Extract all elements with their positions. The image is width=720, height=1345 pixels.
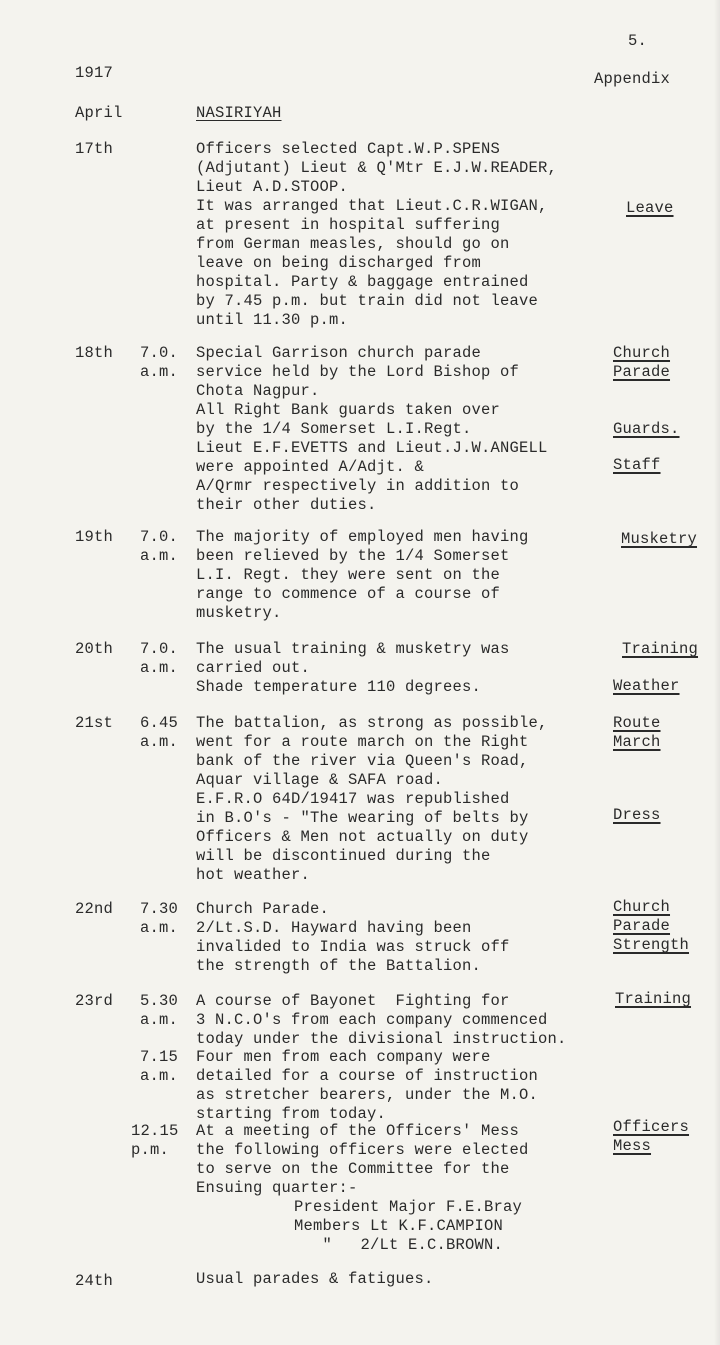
text-line: by the 1/4 Somerset L.I.Regt. [196, 420, 472, 438]
margin-note: March [613, 733, 661, 751]
entry-time: a.m. [140, 1067, 179, 1085]
appendix-header: Appendix [594, 70, 671, 88]
margin-note: Training [622, 640, 699, 658]
entry-date: 21st [75, 714, 114, 732]
text-line: E.F.R.O 64D/19417 was republished [196, 790, 510, 808]
text-line: invalided to India was struck off [196, 938, 510, 956]
text-line: leave on being discharged from [196, 254, 482, 272]
text-line: hospital. Party & baggage entrained [196, 273, 529, 291]
text-line: Four men from each company were [196, 1048, 491, 1066]
entry-time: a.m. [140, 363, 179, 381]
entry-text [196, 900, 510, 976]
text-line: musketry. [196, 604, 282, 622]
text-line: Special Garrison church parade [196, 344, 482, 362]
text-line: L.I. Regt. they were sent on the [196, 566, 501, 584]
text-line: The majority of employed men having [196, 528, 529, 546]
committee-line: " 2/Lt E.C.BROWN. [294, 1236, 504, 1254]
text-line: today under the divisional instruction. [196, 1030, 567, 1048]
text-line: detailed for a course of instruction [196, 1067, 539, 1085]
entry-time: a.m. [140, 547, 179, 565]
entry-date: 20th [75, 640, 114, 658]
margin-note: Officers [613, 1118, 690, 1136]
text-line: Ensuing quarter:- [196, 1179, 358, 1197]
text-line: Lieut E.F.EVETTS and Lieut.J.W.ANGELL [196, 439, 548, 457]
text-line: in B.O's - "The wearing of belts by [196, 809, 529, 827]
entry-time: 7.15 [140, 1048, 179, 1066]
scan-edge-shadow [714, 0, 720, 1345]
entry-date: 19th [75, 528, 114, 546]
text-line: been relieved by the 1/4 Somerset [196, 547, 510, 565]
text-line: hot weather. [196, 866, 311, 884]
text-line: A/Qrmr respectively in addition to [196, 477, 520, 495]
text-line: All Right Bank guards taken over [196, 401, 501, 419]
text-line: the following officers were elected [196, 1141, 529, 1159]
text-line: Chota Nagpur. [196, 382, 320, 400]
margin-note: Mess [613, 1137, 652, 1155]
entry-text [196, 714, 548, 885]
entry-date: 18th [75, 344, 114, 362]
text-line: carried out. [196, 659, 311, 677]
text-line: starting from today. [196, 1105, 387, 1123]
text-line: from German measles, should go on [196, 235, 510, 253]
text-line: at present in hospital suffering [196, 216, 501, 234]
entry-time: 12.15 [131, 1122, 179, 1140]
entry-text [196, 1048, 538, 1124]
month: April [75, 104, 123, 122]
text-line: by 7.45 p.m. but train did not leave [196, 292, 539, 310]
margin-note: Church [613, 344, 671, 362]
margin-note: Guards. [613, 420, 680, 438]
margin-note: Staff [613, 456, 661, 474]
entry-text [196, 992, 567, 1049]
margin-note: Leave [626, 199, 674, 217]
entry-date: 22nd [75, 900, 114, 918]
text-line: until 11.30 p.m. [196, 311, 349, 329]
text-line: will be discontinued during the [196, 847, 491, 865]
text-line: The usual training & musketry was [196, 640, 510, 658]
committee-line: President Major F.E.Bray [294, 1198, 523, 1216]
entry-time: a.m. [140, 733, 179, 751]
text-line: 2/Lt.S.D. Hayward having been [196, 919, 472, 937]
text-line: to serve on the Committee for the [196, 1160, 510, 1178]
text-line: The battalion, as strong as possible, [196, 714, 548, 732]
margin-note: Training [615, 990, 692, 1008]
entry-time: 6.45 [140, 714, 179, 732]
text-line: range to commence of a course of [196, 585, 501, 603]
text-line: Officers selected Capt.W.P.SPENS [196, 140, 501, 158]
margin-note: Route [613, 714, 661, 732]
text-line: Officers & Men not actually on duty [196, 828, 529, 846]
entry-text [196, 140, 557, 330]
entry-text [196, 344, 548, 515]
entry-date: 24th [75, 1272, 114, 1290]
entry-time: 7.0. [140, 640, 179, 658]
text-line: Shade temperature 110 degrees. [196, 678, 482, 696]
entry-time: 7.0. [140, 528, 179, 546]
margin-note: Weather [613, 677, 680, 695]
entry-text [196, 528, 529, 623]
page-number: 5. [628, 32, 648, 50]
entry-time: 5.30 [140, 992, 179, 1010]
margin-note: Musketry [621, 530, 698, 548]
text-line: service held by the Lord Bishop of [196, 363, 520, 381]
text-line: their other duties. [196, 496, 377, 514]
text-line: At a meeting of the Officers' Mess [196, 1122, 520, 1140]
text-line: 3 N.C.O's from each company commenced [196, 1011, 548, 1029]
entry-text [196, 640, 510, 697]
margin-note: Dress [613, 806, 661, 824]
margin-note: Strength [613, 936, 690, 954]
location-heading: NASIRIYAH [196, 104, 282, 122]
text-line: were appointed A/Adjt. & [196, 458, 425, 476]
text-line: bank of the river via Queen's Road, [196, 752, 529, 770]
text-line: Church Parade. [196, 900, 330, 918]
text-line: A course of Bayonet Fighting for [196, 992, 510, 1010]
entry-time: 7.0. [140, 344, 179, 362]
entry-date: 17th [75, 140, 114, 158]
entry-text [196, 1122, 529, 1198]
entry-text: Usual parades & fatigues. [196, 1270, 434, 1288]
text-line: (Adjutant) Lieut & Q'Mtr E.J.W.READER, [196, 159, 558, 177]
entry-time: a.m. [140, 659, 179, 677]
text-line: went for a route march on the Right [196, 733, 529, 751]
margin-note: Parade [613, 363, 671, 381]
entry-date: 23rd [75, 992, 114, 1010]
margin-note: Parade [613, 917, 671, 935]
text-line: Lieut A.D.STOOP. [196, 178, 349, 196]
committee-list [294, 1198, 522, 1255]
text-line: the strength of the Battalion. [196, 957, 482, 975]
entry-time: a.m. [140, 1011, 179, 1029]
margin-note: Church [613, 898, 671, 916]
year: 1917 [75, 64, 114, 82]
text-line: as stretcher bearers, under the M.O. [196, 1086, 539, 1104]
text-line: Aquar village & SAFA road. [196, 771, 444, 789]
committee-line: Members Lt K.F.CAMPION [294, 1217, 504, 1235]
entry-time: 7.30 [140, 900, 179, 918]
entry-time: p.m. [131, 1141, 170, 1159]
entry-time: a.m. [140, 919, 179, 937]
text-line: It was arranged that Lieut.C.R.WIGAN, [196, 197, 548, 215]
